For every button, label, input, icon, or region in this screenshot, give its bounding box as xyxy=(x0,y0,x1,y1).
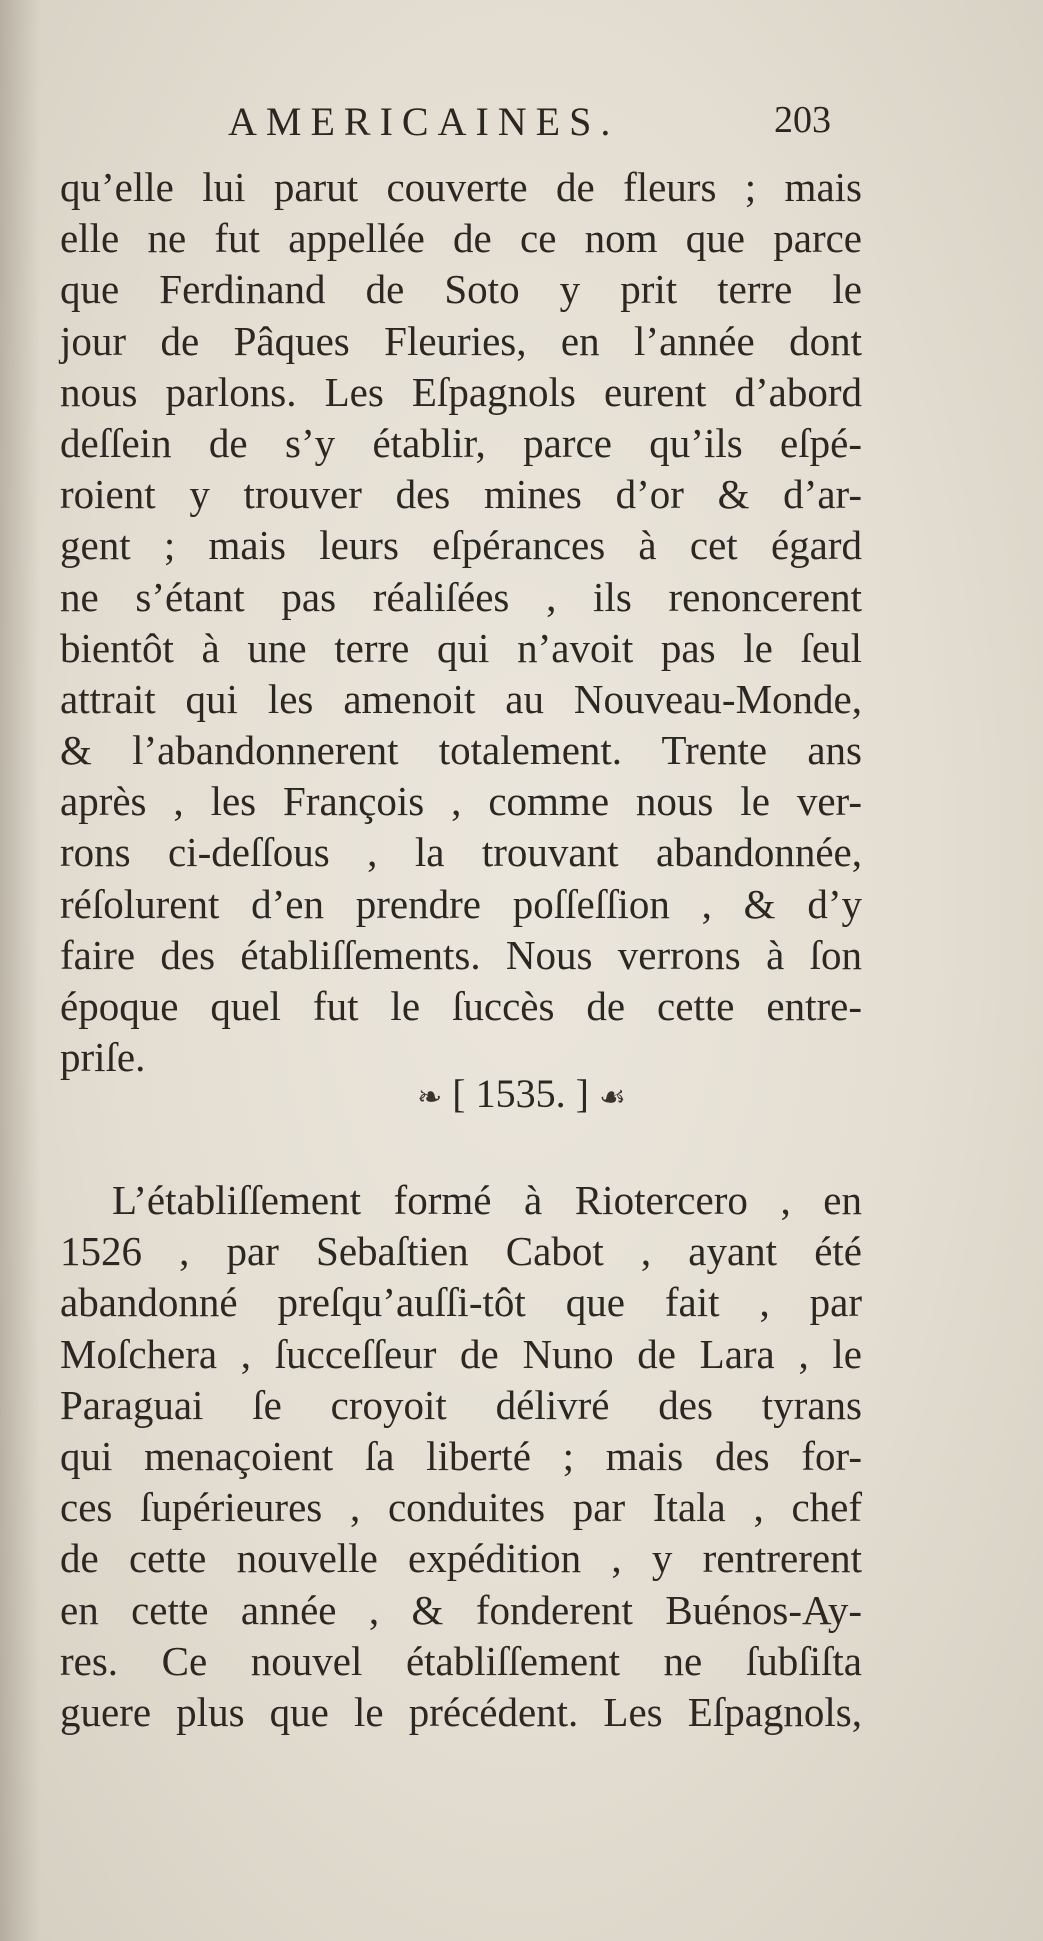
running-head-title: AMERICAINES. xyxy=(228,99,620,144)
text-line: attrait qui les amenoit au Nouveau-Monde, xyxy=(60,675,862,722)
text-line: gent ; mais leurs eſpérances à cet égard xyxy=(60,522,862,569)
text-line: guere plus que le précédent. Les Eſpagnols, xyxy=(60,1688,862,1735)
text-line: en cette année , & fonderent Buénos-Ay- xyxy=(60,1586,862,1633)
text-line: & l’abandonnerent totalement. Trente ans xyxy=(60,727,862,774)
right-ornament-icon: ☙ xyxy=(598,1081,626,1115)
text-line: faire des établiſſements. Nous verrons à ſon xyxy=(60,931,862,978)
text-line: elle ne fut appellée de ce nom que parce xyxy=(60,215,862,262)
page-number: 203 xyxy=(774,99,831,141)
text-line: priſe. xyxy=(60,1034,146,1081)
text-line: qui menaçoient ſa liberté ; mais des for- xyxy=(60,1432,862,1479)
year-label: [ 1535. ] xyxy=(452,1071,589,1116)
year-heading xyxy=(0,1070,1043,1130)
text-line: deſſein de s’y établir, parce qu’ils eſpé- xyxy=(60,419,862,466)
paragraph-1 xyxy=(60,162,862,1083)
text-line: ne s’étant pas réaliſées , ils renoncerent xyxy=(60,573,862,620)
text-line: époque quel fut le ſuccès de cette entre- xyxy=(60,983,862,1029)
text-line: res. Ce nouvel établiſſement ne ſubſiſta xyxy=(60,1637,862,1684)
text-line: bientôt à une terre qui n’avoit pas le ſeul xyxy=(60,624,862,671)
text-line: que Ferdinand de Soto y prit terre le xyxy=(60,266,862,313)
text-line: qu’elle lui parut couverte de fleurs ; mais xyxy=(60,164,862,210)
text-line: réſolurent d’en prendre poſſeſſion , & d’y xyxy=(60,880,862,927)
text-line: roient y trouver des mines d’or & d’ar- xyxy=(60,471,862,518)
text-line: 1526 , par Sebaſtien Cabot , ayant été xyxy=(60,1228,862,1275)
text-line: de cette nouvelle expédition , y rentrerent xyxy=(60,1535,862,1582)
text-line: ces ſupérieures , conduites par Itala , chef xyxy=(60,1484,862,1531)
left-ornament-icon: ❧ xyxy=(417,1081,443,1115)
gutter-shadow xyxy=(0,0,40,1941)
text-line: après , les François , comme nous le ver- xyxy=(60,778,862,825)
paragraph-2 xyxy=(60,1175,862,1738)
text-line: Moſchera , ſucceſſeur de Nuno de Lara , le xyxy=(60,1330,862,1377)
text-line: L’établiſſement formé à Riotercero , en xyxy=(112,1177,862,1223)
text-line: abandonné preſqu’auſſi-tôt que fait , par xyxy=(60,1279,862,1326)
text-line: nous parlons. Les Eſpagnols eurent d’abord xyxy=(60,368,862,415)
text-line: rons ci-deſſous , la trouvant abandonnée, xyxy=(60,829,862,876)
text-line: Paraguai ſe croyoit délivré des tyrans xyxy=(60,1381,862,1428)
running-head xyxy=(0,98,1043,158)
text-line: jour de Pâques Fleuries, en l’année dont xyxy=(60,317,862,364)
